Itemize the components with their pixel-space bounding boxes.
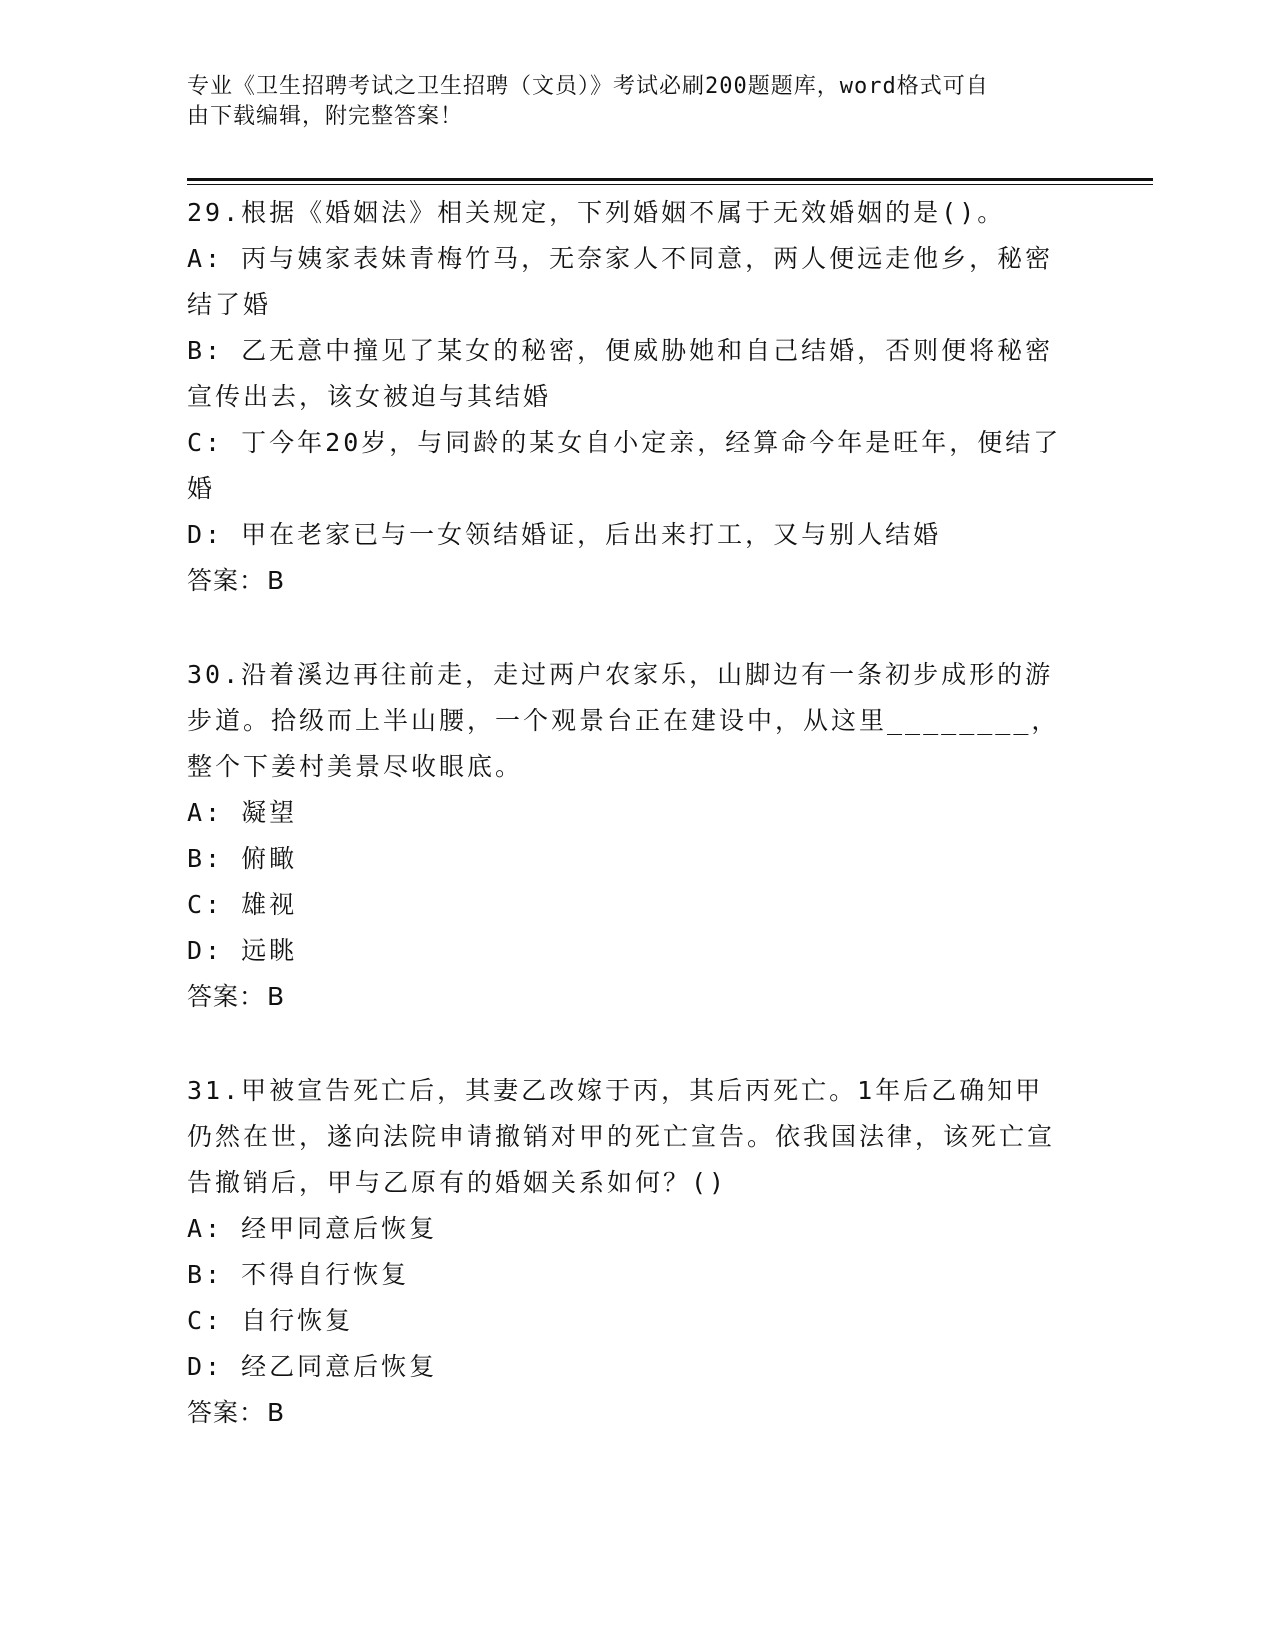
answer-line: [187, 1390, 1067, 1436]
question-stem: 31.甲被宣告死亡后，其妻乙改嫁于丙，其后丙死亡。1年后乙确知甲仍然在世，遂向法院申请撤销对甲的死亡宣告。依我国法律，该死亡宣告撤销后，甲与乙原有的婚姻关系如何？(): [187, 1076, 1056, 1197]
header-line-2: 由下载编辑，附完整答案！: [187, 104, 464, 129]
document-header: [187, 72, 1067, 132]
answer-label: 答案：: [187, 566, 266, 595]
header-divider-thin: [187, 184, 1153, 185]
answer-label: 答案：: [187, 982, 266, 1011]
question-stem: 29.根据《婚姻法》相关规定，下列婚姻不属于无效婚姻的是()。: [187, 198, 1006, 227]
question-29: [187, 190, 1067, 604]
answer-label: 答案：: [187, 1398, 266, 1427]
option-b: B: 乙无意中撞见了某女的秘密，便威胁她和自己结婚，否则便将秘密宣传出去，该女被迫与其结婚: [187, 336, 1054, 411]
option-d: D: 远眺: [187, 936, 298, 965]
header-line-1: 专业《卫生招聘考试之卫生招聘（文员）》考试必刷200题题库，word格式可自: [187, 74, 989, 99]
question-stem: 30.沿着溪边再往前走，走过两户农家乐，山脚边有一条初步成形的游步道。拾级而上半山腰，一个观景台正在建设中，从这里________，整个下姜村美景尽收眼底。: [187, 660, 1060, 781]
option-a: A: 丙与姨家表妹青梅竹马，无奈家人不同意，两人便远走他乡，秘密结了婚: [187, 244, 1054, 319]
question-list: [187, 190, 1067, 1484]
option-c: C: 丁今年20岁，与同龄的某女自小定亲，经算命今年是旺年，便结了婚: [187, 428, 1062, 503]
option-c: C: 自行恢复: [187, 1306, 354, 1335]
option-a: A: 凝望: [187, 798, 298, 827]
option-a: A: 经甲同意后恢复: [187, 1214, 438, 1243]
question-30: [187, 652, 1067, 1020]
answer-value: B: [267, 1398, 286, 1427]
option-d: D: 甲在老家已与一女领结婚证，后出来打工，又与别人结婚: [187, 520, 942, 549]
option-c: C: 雄视: [187, 890, 298, 919]
answer-line: [187, 974, 1067, 1020]
answer-value: B: [267, 982, 286, 1011]
option-d: D: 经乙同意后恢复: [187, 1352, 438, 1381]
answer-value: B: [267, 566, 286, 595]
answer-line: [187, 558, 1067, 604]
question-31: [187, 1068, 1067, 1436]
option-b: B: 俯瞰: [187, 844, 298, 873]
option-b: B: 不得自行恢复: [187, 1260, 410, 1289]
header-divider-thick: [187, 178, 1153, 181]
